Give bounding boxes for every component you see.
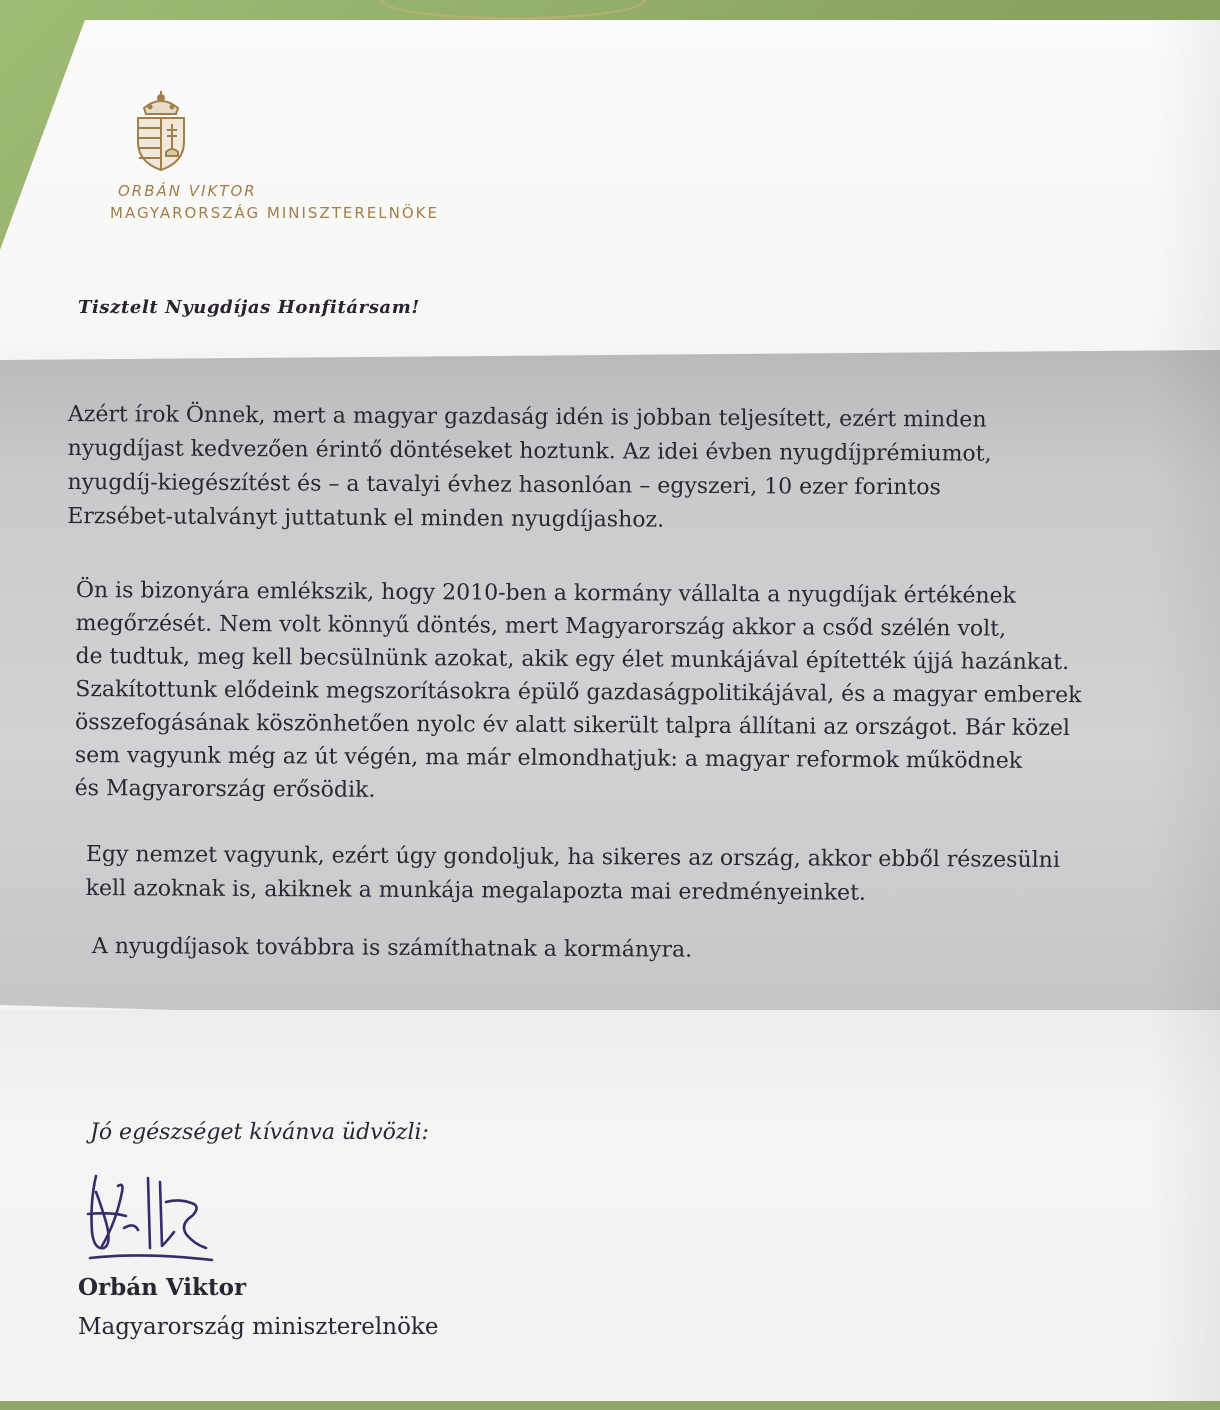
salutation: Tisztelt Nyugdíjas Honfitársam!	[78, 297, 420, 318]
body-paragraph-1: Azért írok Önnek, mert a magyar gazdaság idén is jobban teljesített, ezért minden nyugdíjast kedvezően érintő döntéseket hoztunk. Az idei évben nyugdíjprémiumot, nyugdíj-kiegészítést és – a tavalyi évhez hasonlóan – egyszeri, 10 ezer forintos Erzsébet-utalványt juttatunk el minden nyugdíjashoz.	[67, 401, 992, 533]
letterhead-title: MAGYARORSZÁG MINISZTERELNÖKE	[110, 204, 439, 222]
hungary-coat-of-arms-icon	[130, 90, 192, 172]
closing-line: Jó egészséget kívánva üdvözli:	[90, 1120, 429, 1145]
body-paragraph-4: A nyugdíjasok továbbra is számíthatnak a kormányra.	[91, 933, 693, 963]
signer-title: Magyarország miniszterelnöke	[78, 1314, 439, 1340]
body-paragraph-3: Egy nemzet vagyunk, ezért úgy gondoljuk, ha sikeres az ország, akkor ebből részesülni kell azoknak is, akiknek a munkája megalapozta mai eredményeinket.	[85, 841, 1060, 906]
body-paragraph-2: Ön is bizonyára emlékszik, hogy 2010-ben a kormány vállalta a nyugdíjak értékének megőrzését. Nem volt könnyű döntés, mert Magyarország akkor a csőd szélén volt, de tudtuk, meg kell becsülnünk azokat, akik egy élet munkájával építették újjá hazánkat. Szakítottunk elődeink megszorításokra épülő gazdaságpolitikájával, és a magyar emberek összefogásának köszönhetően nyolc év alatt sikerült talpra állítani az országot. Bár közel sem vagyunk még az út végén, ma már elmondhatjuk: a magyar reformok működnek és Magyarország erősödik.	[74, 577, 1082, 803]
letterhead-name: ORBÁN VIKTOR	[118, 182, 257, 200]
signer-name: Orbán Viktor	[78, 1274, 247, 1301]
handwritten-signature	[82, 1162, 222, 1267]
